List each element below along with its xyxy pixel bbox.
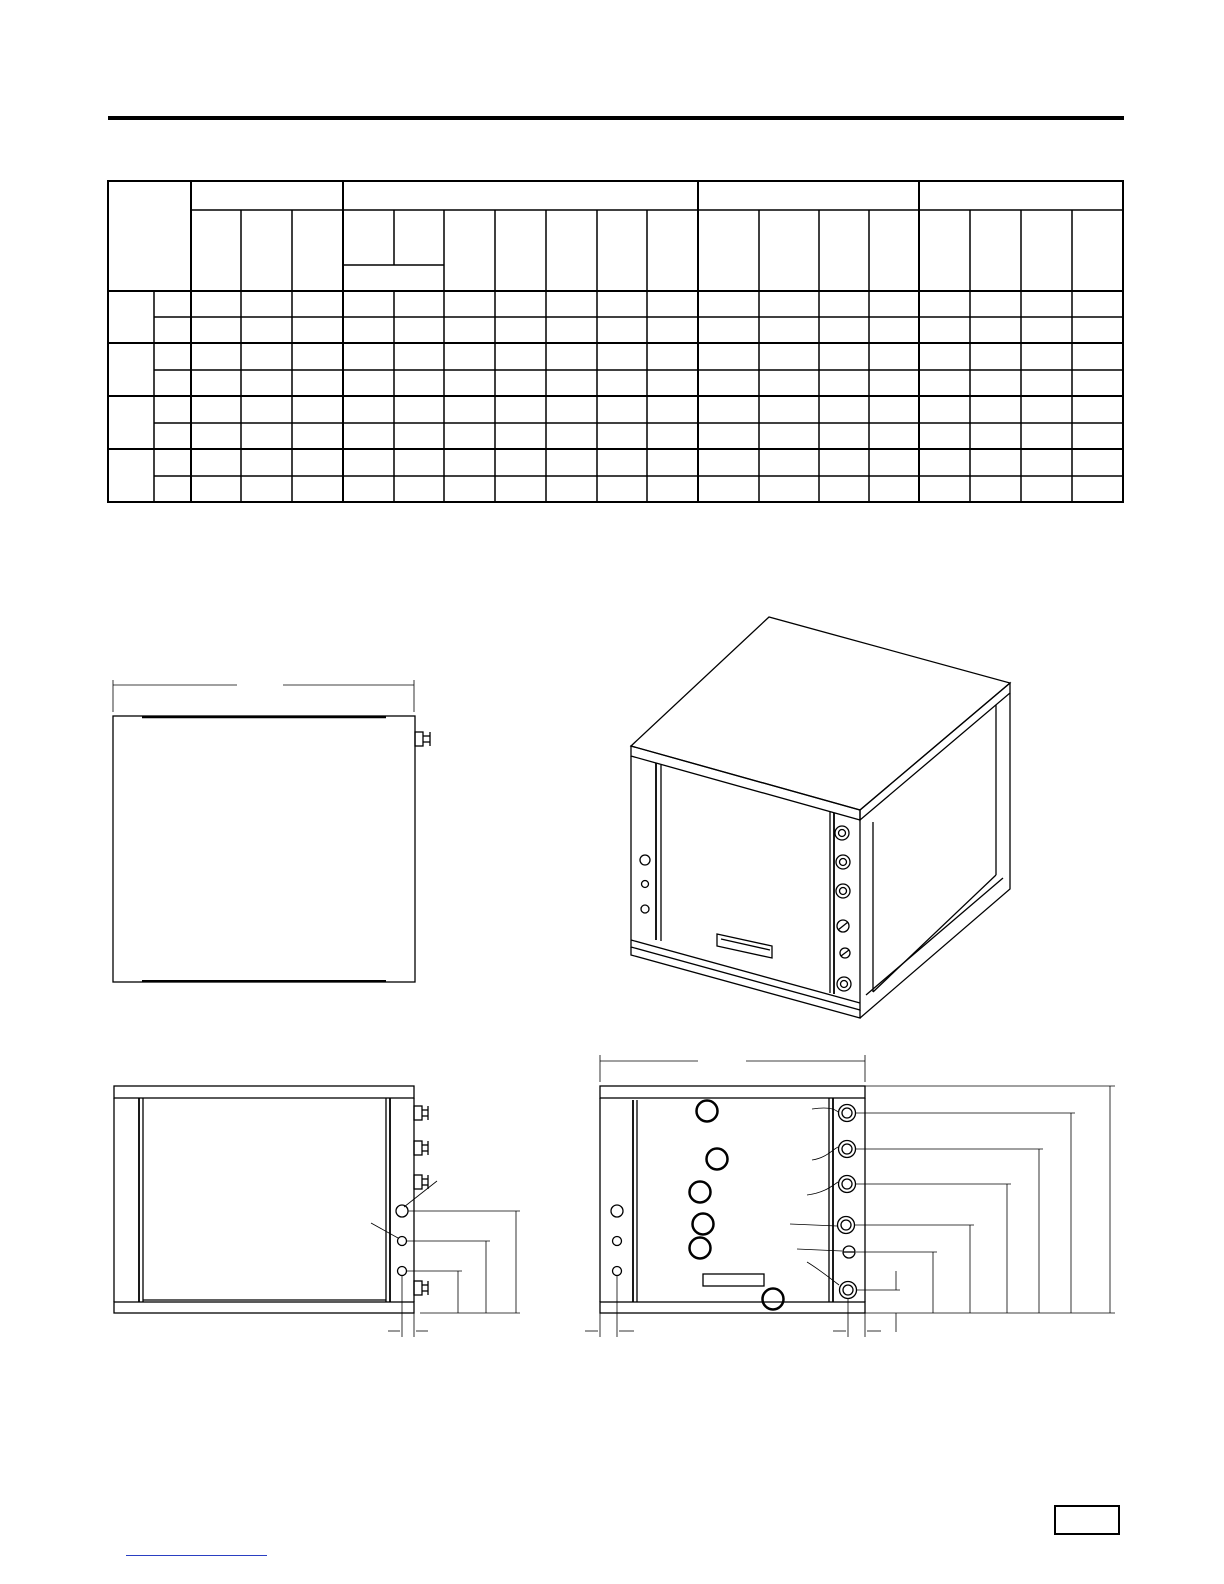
isometric-view xyxy=(631,617,1010,1018)
top-view xyxy=(113,680,430,982)
footer-link[interactable] xyxy=(126,1555,267,1556)
side-view xyxy=(114,1086,520,1337)
front-view xyxy=(585,1055,1115,1337)
page-number-box xyxy=(1054,1505,1120,1535)
